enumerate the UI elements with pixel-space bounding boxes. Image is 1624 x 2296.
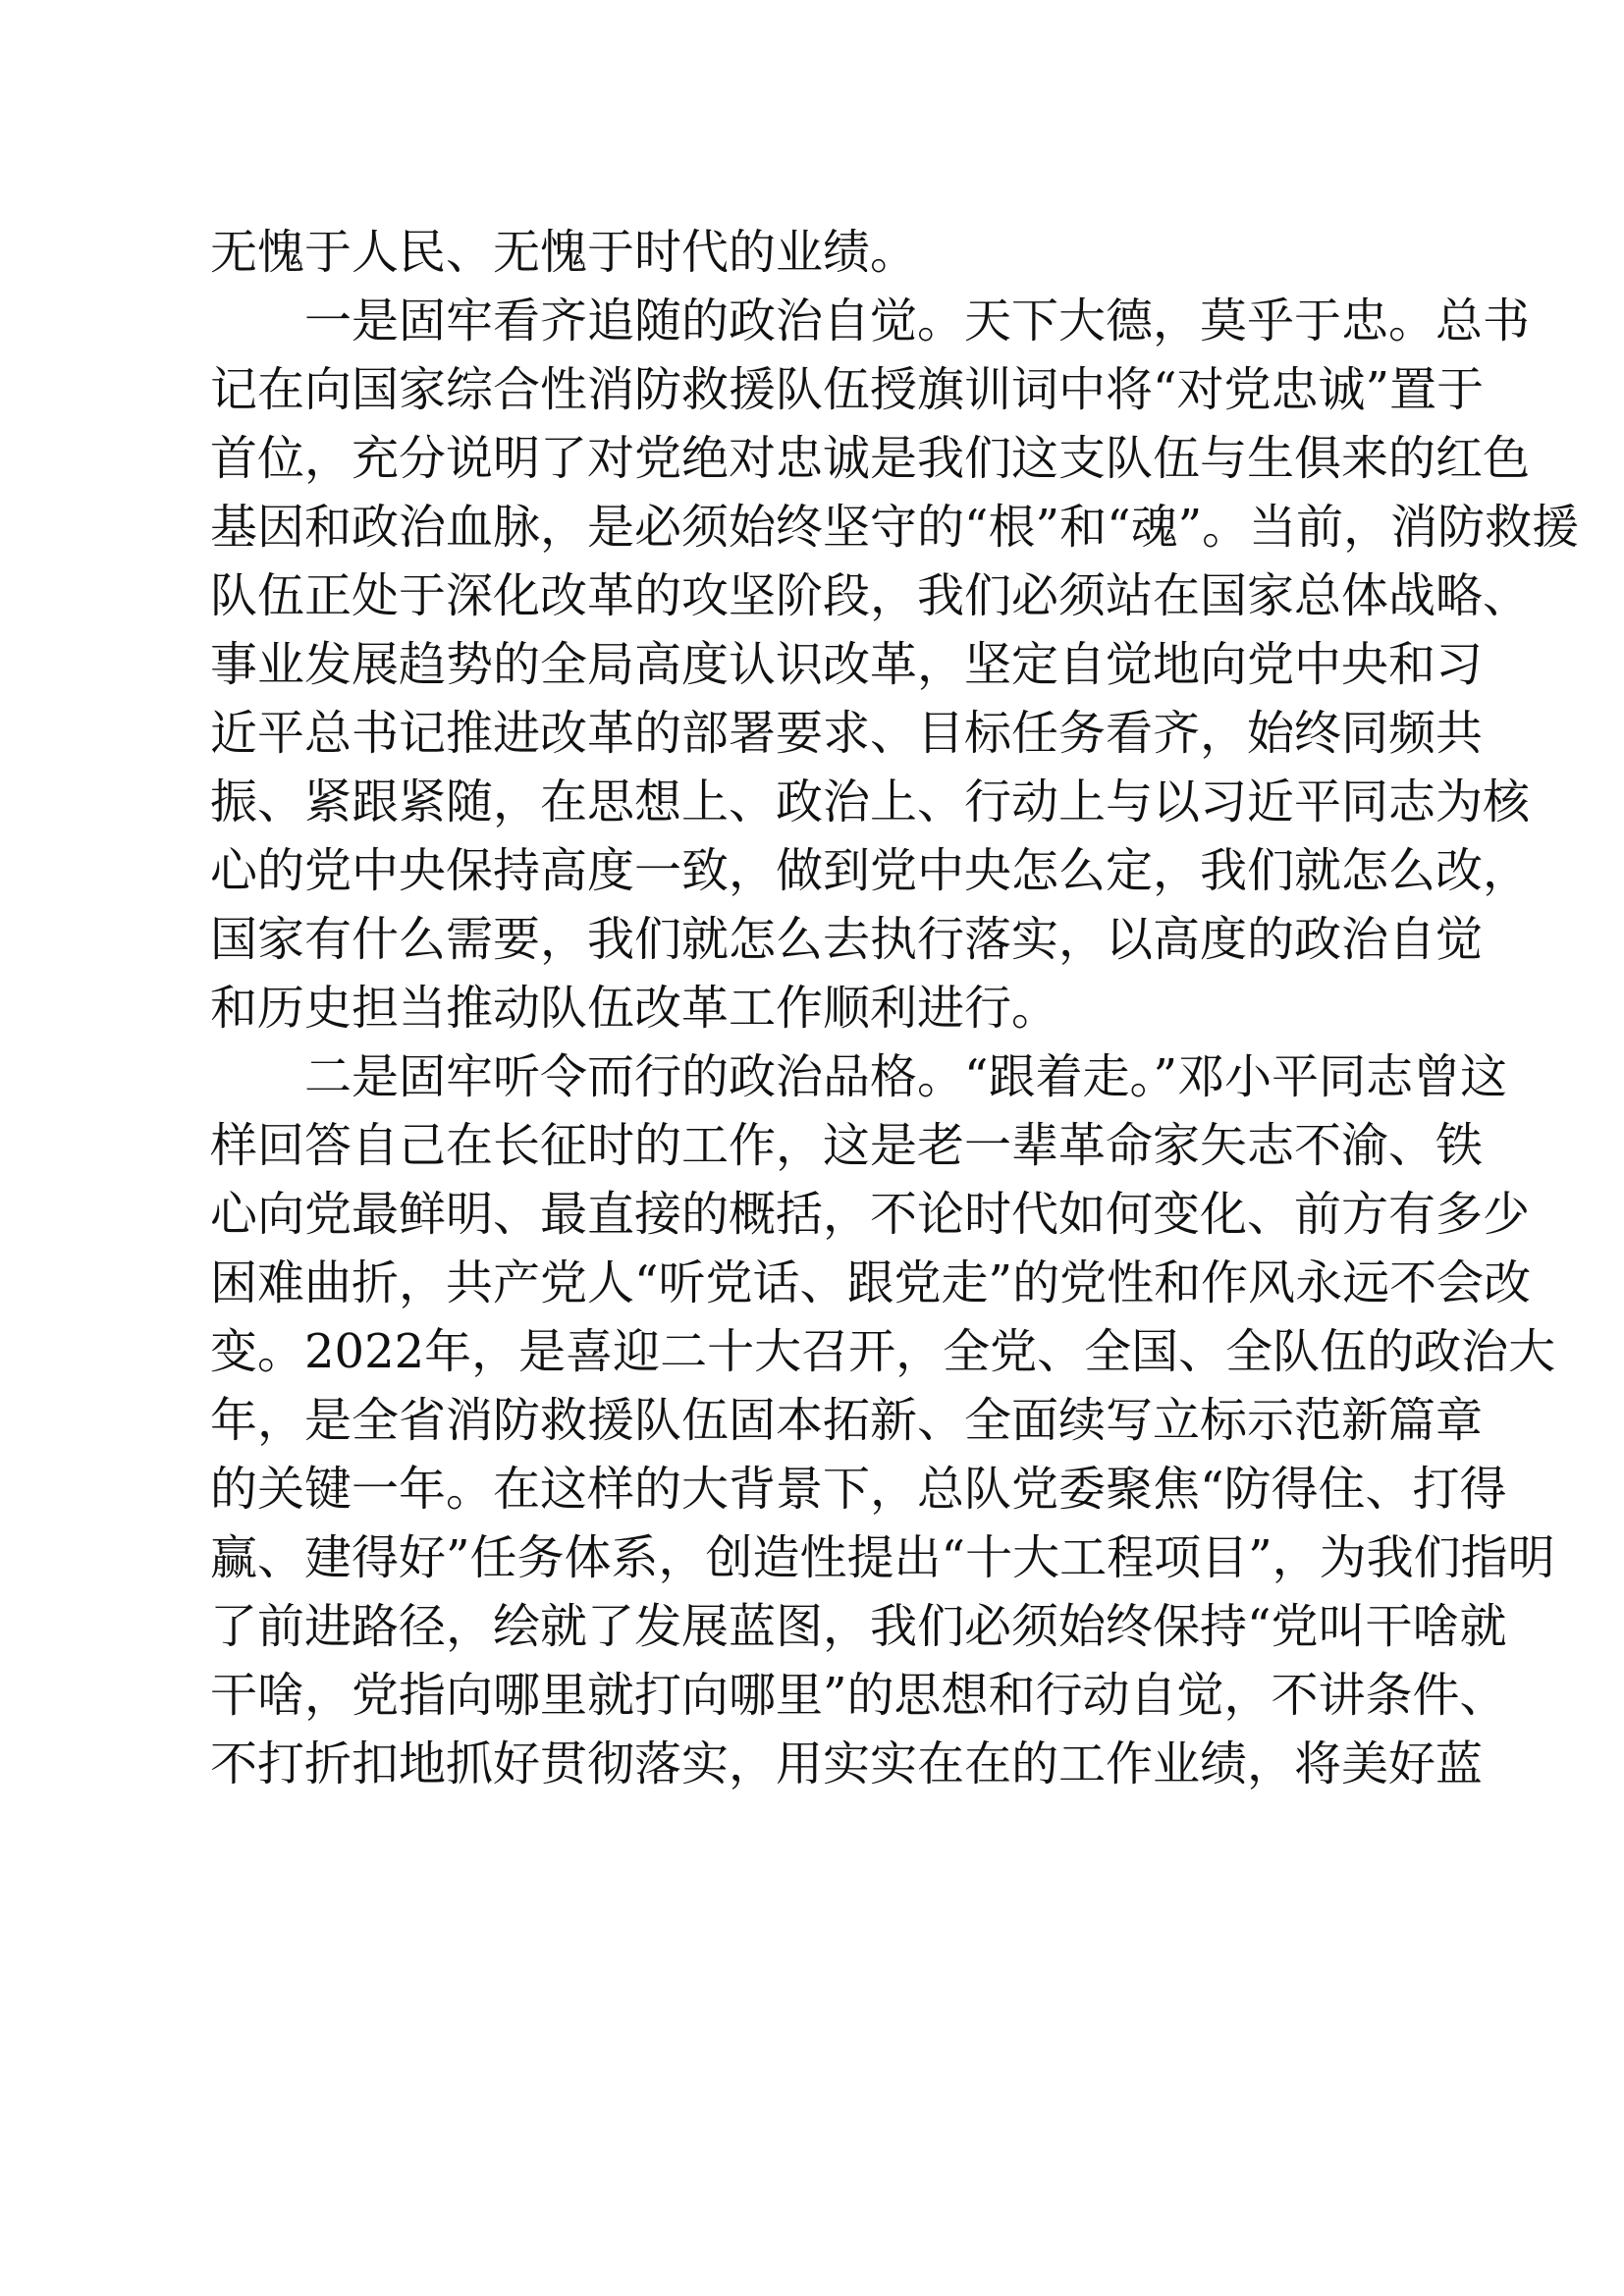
text-line: 的关键一年。在这样的大背景下，总队党委聚焦“防得住、打得 — [210, 1462, 1507, 1517]
text-line: 了前进路径，绘就了发展蓝图，我们必须始终保持“党叫干啥就 — [210, 1599, 1507, 1654]
text-line: 振、紧跟紧随，在思想上、政治上、行动上与以习近平同志为核 — [210, 774, 1531, 829]
text-line: 无愧于人民、无愧于时代的业绩。 — [210, 225, 918, 280]
text-line: 队伍正处于深化改革的攻坚阶段，我们必须站在国家总体战略、 — [210, 568, 1531, 623]
text-line: 不打折扣地抓好贯彻落实，用实实在在的工作业绩，将美好蓝 — [210, 1736, 1484, 1791]
text-line: 困难曲折，共产党人“听党话、跟党走”的党性和作风永远不会改 — [210, 1255, 1532, 1310]
text-line: 年，是全省消防救援队伍固本拓新、全面续写立标示范新篇章 — [210, 1393, 1484, 1448]
text-line: 变。2022年，是喜迎二十大召开，全党、全国、全队伍的政治大 — [210, 1324, 1556, 1379]
text-line: 一是固牢看齐追随的政治自觉。天下大德，莫乎于忠。总书 — [304, 294, 1531, 348]
text-line: 基因和政治血脉，是必须始终坚守的“根”和“魂”。当前，消防救援 — [210, 500, 1580, 555]
text-line: 样回答自己在长征时的工作，这是老一辈革命家矢志不渝、铁 — [210, 1118, 1484, 1173]
text-line: 记在向国家综合性消防救援队伍授旗训词中将“对党忠诚”置于 — [210, 362, 1485, 417]
text-line: 事业发展趋势的全局高度认识改革，坚定自觉地向党中央和习 — [210, 637, 1484, 692]
text-line: 心向党最鲜明、最直接的概括，不论时代如何变化、前方有多少 — [210, 1187, 1531, 1242]
text-line: 和历史担当推动队伍改革工作顺利进行。 — [210, 981, 1059, 1036]
text-line: 近平总书记推进改革的部署要求、目标任务看齐，始终同频共 — [210, 706, 1484, 761]
text-line: 二是固牢听令而行的政治品格。“跟着走。”邓小平同志曾这 — [304, 1049, 1508, 1104]
text-line: 国家有什么需要，我们就怎么去执行落实，以高度的政治自觉 — [210, 912, 1484, 967]
text-line: 首位，充分说明了对党绝对忠诚是我们这支队伍与生俱来的红色 — [210, 431, 1531, 486]
text-line: 干啥，党指向哪里就打向哪里”的思想和行动自觉，不讲条件、 — [210, 1668, 1507, 1723]
text-line: 赢、建得好”任务体系，创造性提出“十大工程项目”，为我们指明 — [210, 1530, 1555, 1585]
body-text — [210, 218, 1580, 1798]
text-line: 心的党中央保持高度一致，做到党中央怎么定，我们就怎么改， — [210, 843, 1531, 898]
